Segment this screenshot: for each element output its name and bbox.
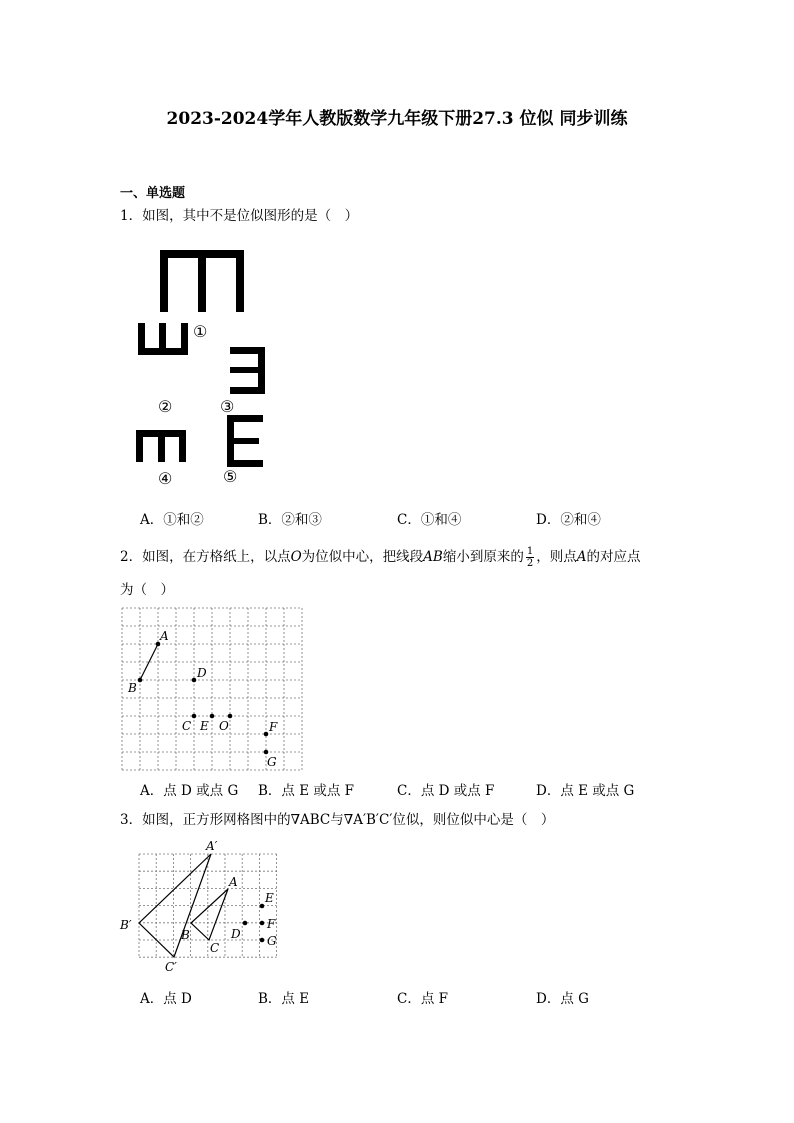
question-1-text: 1．如图，其中不是位似图形的是（ ） — [120, 208, 359, 224]
question-2-text-line2: 为（ ） — [120, 582, 174, 598]
q2-option-d[interactable]: D．点 E 或点 G — [536, 783, 635, 799]
q2-option-c[interactable]: C．点 D 或点 F — [397, 783, 495, 799]
label-A-prime: A′ — [206, 839, 218, 853]
label-B-prime: B′ — [120, 918, 132, 932]
q1-option-a[interactable]: A．①和② — [140, 512, 204, 528]
label-E: E — [265, 891, 274, 905]
label-C-prime: C′ — [165, 960, 177, 974]
q3-option-b[interactable]: B．点 E — [258, 991, 310, 1007]
label-F: F — [267, 917, 276, 931]
q3-grid-figure — [115, 835, 295, 980]
shape-2 — [138, 323, 188, 355]
label-F: F — [269, 720, 278, 734]
q2-option-b[interactable]: B．点 E 或点 F — [258, 783, 355, 799]
q3-option-c[interactable]: C．点 F — [397, 991, 448, 1007]
q1-figure — [130, 245, 280, 495]
question-3-text: 3．如图，正方形网格图中的∇ABC与∇A′B′C′位似，则位似中心是（ ） — [120, 812, 555, 828]
q1-option-b[interactable]: B．②和③ — [258, 512, 322, 528]
label-G: G — [267, 934, 277, 948]
q3-option-d[interactable]: D．点 G — [536, 991, 589, 1007]
page-title: 2023-2024学年人教版数学九年级下册27.3 位似 同步训练 — [166, 109, 628, 129]
label-C: C — [182, 719, 192, 733]
caption-3: ③ — [220, 397, 235, 416]
caption-4: ④ — [158, 469, 173, 488]
label-D: D — [197, 666, 207, 680]
q2-grid-figure — [115, 600, 315, 780]
label-A: A — [229, 875, 238, 889]
label-E: E — [200, 719, 209, 733]
question-2-text: 2．如图，在方格纸上，以点O为位似中心，把线段AB缩小到原来的 $\frac{1}{2}$ ，则点A的对应点 — [120, 546, 641, 569]
label-G: G — [267, 755, 277, 769]
caption-1: ① — [193, 322, 208, 341]
section-heading: 一、单选题 — [120, 186, 186, 201]
triangle-ABC — [191, 889, 228, 940]
shape-3 — [230, 347, 265, 394]
label-O: O — [219, 719, 229, 733]
label-B: B — [128, 681, 137, 695]
label-A: A — [160, 629, 169, 643]
q2-option-a[interactable]: A．点 D 或点 G — [140, 783, 239, 799]
q3-option-a[interactable]: A．点 D — [140, 991, 192, 1007]
q1-option-d[interactable]: D．②和④ — [536, 512, 601, 528]
label-B: B — [181, 928, 190, 942]
fraction-one-half: $\frac{1}{2}$ — [526, 546, 534, 569]
label-C: C — [210, 941, 220, 955]
shape-1 — [160, 250, 244, 312]
q1-option-c[interactable]: C．①和④ — [397, 512, 462, 528]
caption-2: ② — [158, 397, 173, 416]
label-D: D — [231, 927, 241, 941]
shape-5 — [227, 415, 263, 467]
caption-5: ⑤ — [223, 467, 238, 486]
shape-4 — [136, 430, 186, 462]
